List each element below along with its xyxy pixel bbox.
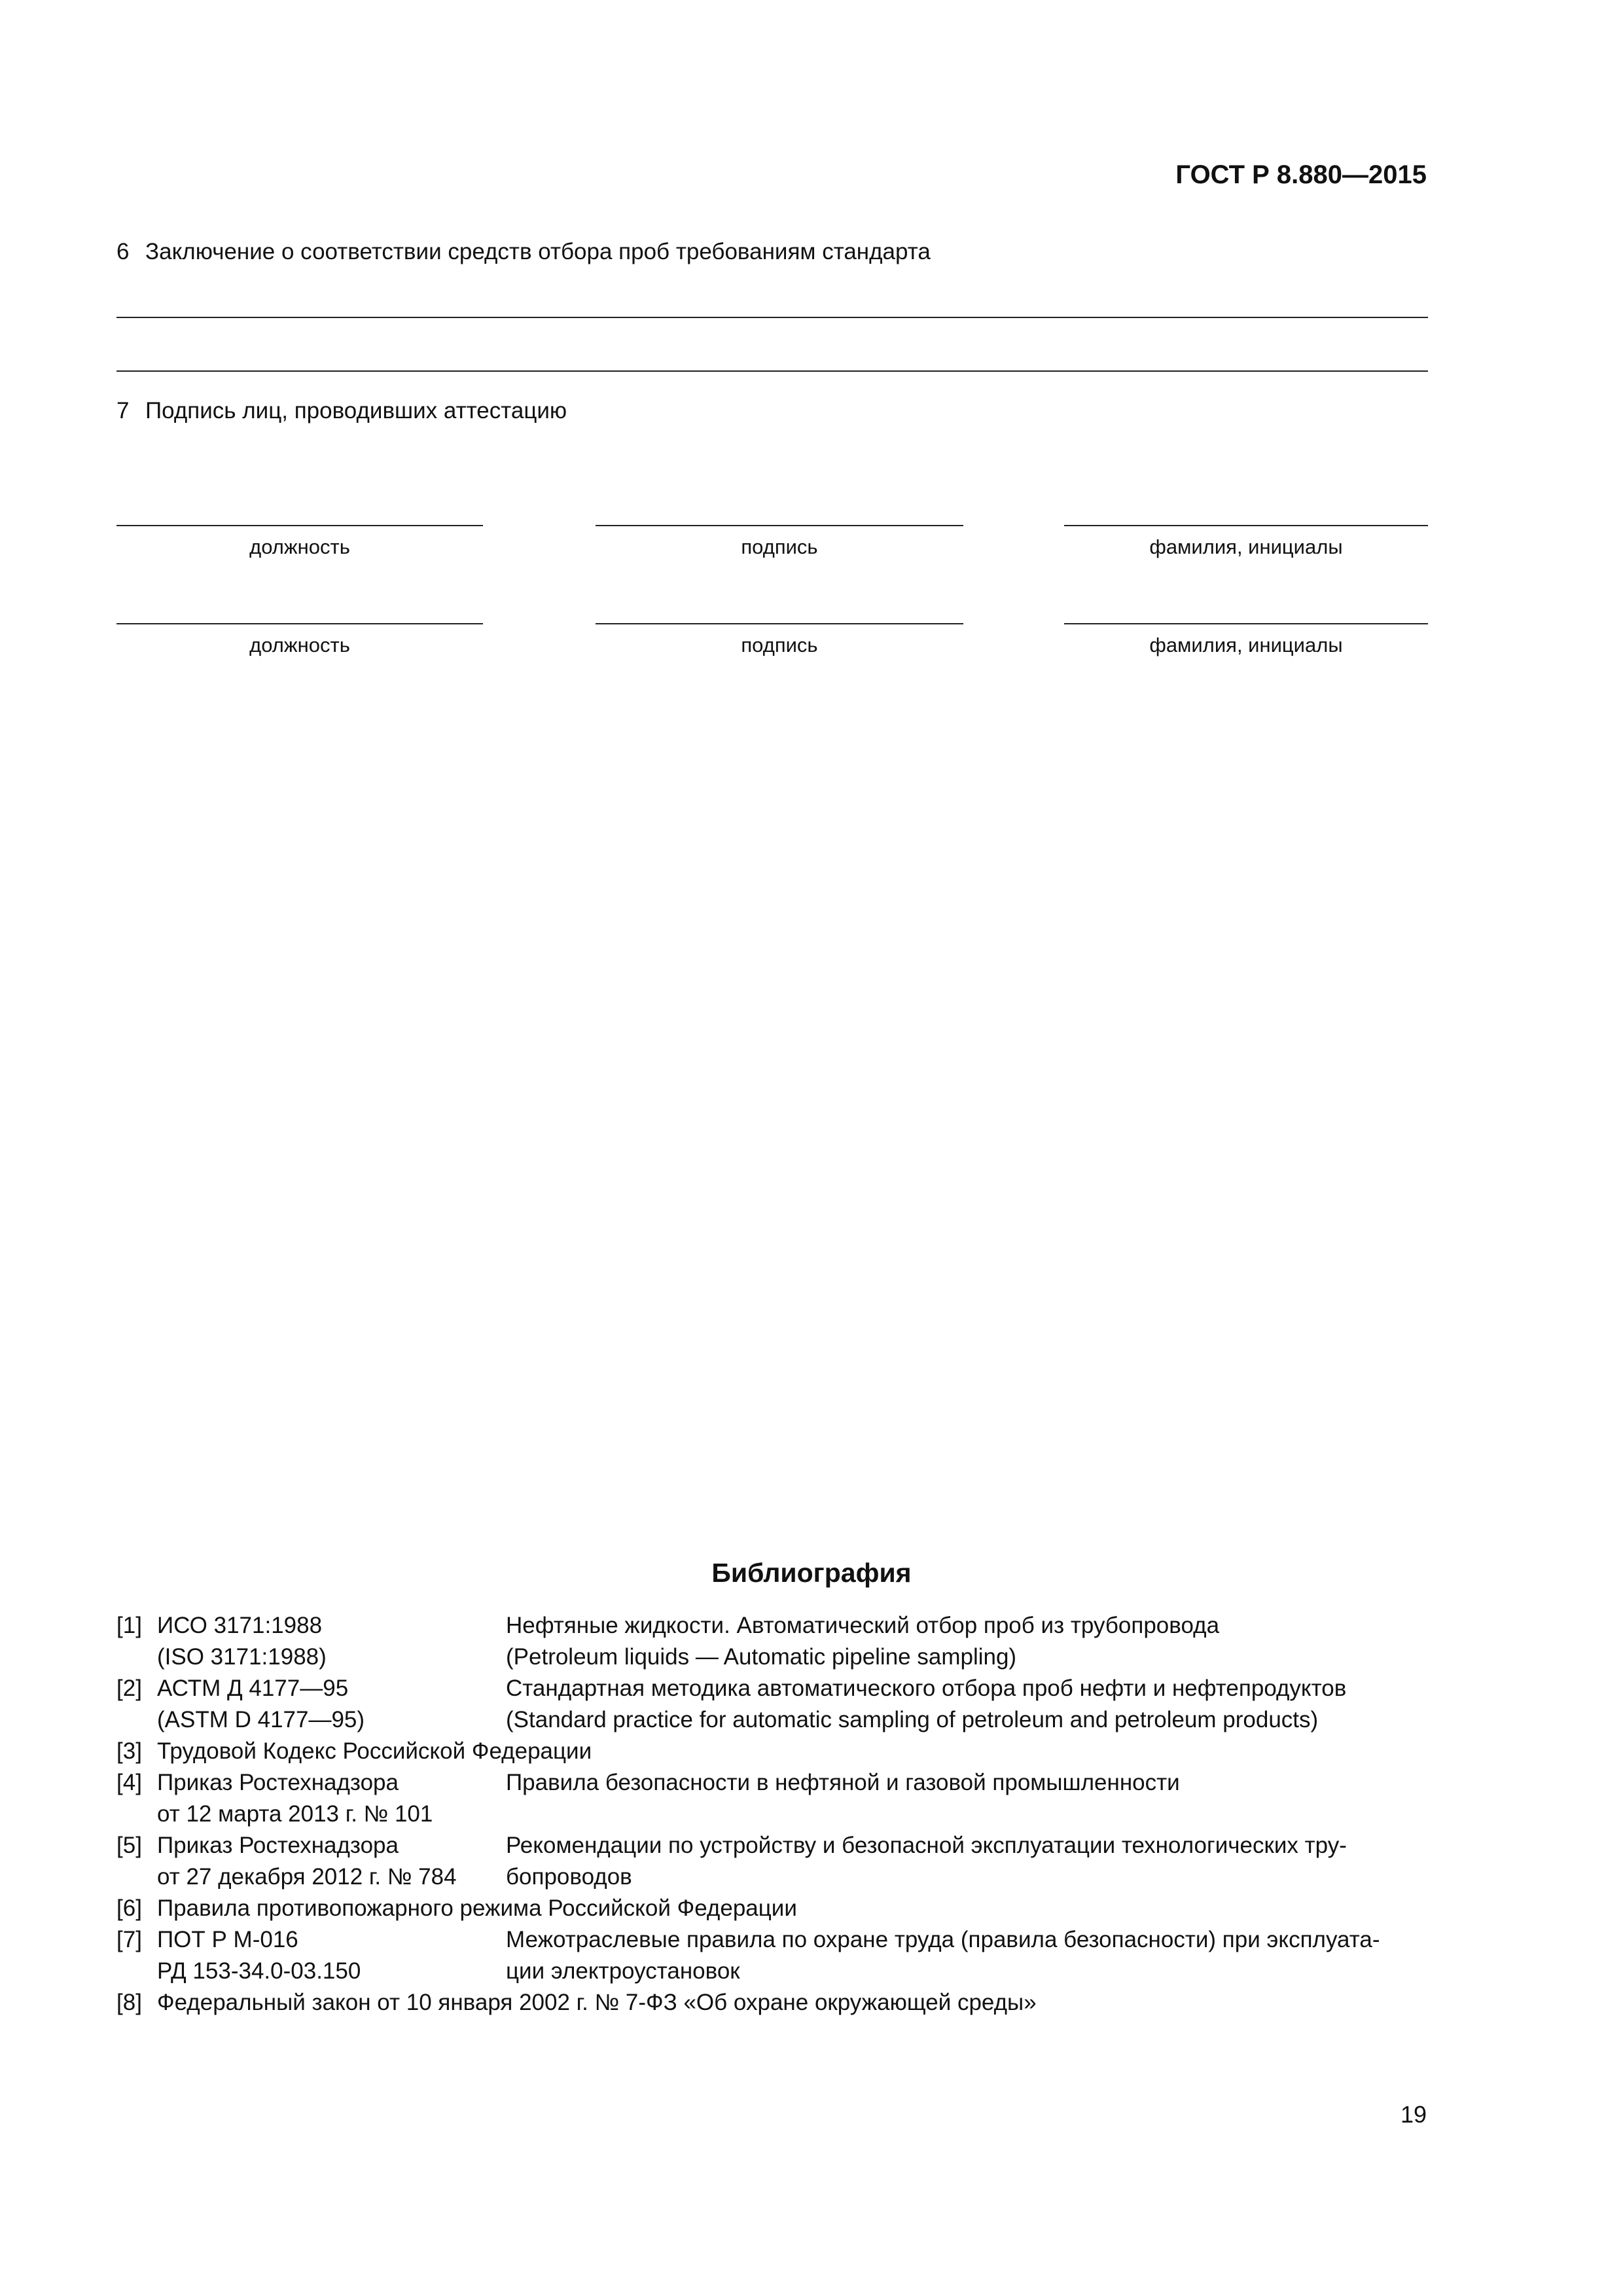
bibliography-item-6 — [116, 1893, 1433, 1924]
bibliography-item-1 — [116, 1610, 1433, 1673]
position-caption-2: должность — [249, 634, 350, 656]
bib-item-code: ИСО 3171:1988 (ISO 3171:1988) — [157, 1613, 327, 1670]
bib-item-description: Стандартная методика автоматического отбора проб нефти и нефтепродуктов (Standard practice for automatic sampling of petroleum and petroleum products) — [506, 1676, 1347, 1732]
name-line-2 — [1064, 623, 1428, 624]
signature-caption-2: подпись — [741, 634, 818, 656]
bib-item-number: [3] — [116, 1738, 142, 1764]
bib-item-description: Межотраслевые правила по охране труда (правила безопасности) при эксплуата- ции электроустановок — [506, 1927, 1380, 1984]
section-6-text: Заключение о соответствии средств отбора проб требованиям стандарта — [145, 239, 931, 264]
bibliography-item-8 — [116, 1987, 1433, 2018]
bib-item-number: [2] — [116, 1676, 142, 1701]
bib-item-description: Правила безопасности в нефтяной и газовой промышленности — [506, 1770, 1180, 1795]
bibliography-item-3 — [116, 1736, 1433, 1767]
position-line-1 — [116, 525, 483, 526]
bibliography-item-4 — [116, 1767, 1433, 1830]
bibliography-item-2 — [116, 1673, 1433, 1736]
section-6-number: 6 — [116, 239, 130, 264]
signature-line-2 — [596, 623, 963, 624]
bib-item-number: [5] — [116, 1833, 142, 1858]
position-line-2 — [116, 623, 483, 624]
bib-item-number: [8] — [116, 1990, 142, 2015]
bib-item-title: Трудовой Кодекс Российской Федерации — [157, 1738, 592, 1764]
section-7-text: Подпись лиц, проводивших аттестацию — [145, 398, 567, 423]
bib-item-number: [4] — [116, 1770, 142, 1795]
bibliography-item-7 — [116, 1924, 1433, 1987]
bib-item-code: Приказ Ростехнадзора от 12 марта 2013 г. № 101 — [157, 1770, 433, 1827]
bibliography-item-5 — [116, 1830, 1433, 1893]
bib-item-code: ПОТ Р М-016 РД 153-34.0-03.150 — [157, 1927, 361, 1984]
bib-item-number: [6] — [116, 1895, 142, 1921]
name-caption-1: фамилия, инициалы — [1149, 535, 1343, 558]
bib-item-title: Федеральный закон от 10 января 2002 г. № 7-ФЗ «Об охране окружающей среды» — [157, 1990, 1037, 2015]
section-6 — [116, 239, 931, 265]
section-7 — [116, 398, 567, 424]
name-line-1 — [1064, 525, 1428, 526]
bib-item-description: Рекомендации по устройству и безопасной эксплуатации технологических тру- бопроводов — [506, 1833, 1347, 1890]
conclusion-line-2 — [116, 370, 1428, 372]
bib-item-description: Нефтяные жидкости. Автоматический отбор проб из трубопровода (Petroleum liquids — Automatic pipeline sampling) — [506, 1613, 1220, 1670]
bib-item-code: Приказ Ростехнадзора от 27 декабря 2012 г. № 784 — [157, 1833, 457, 1890]
bib-item-number: [7] — [116, 1927, 142, 1952]
conclusion-line-1 — [116, 317, 1428, 318]
page-number: 19 — [1400, 2101, 1427, 2128]
bib-item-code: АСТМ Д 4177—95 (ASTM D 4177—95) — [157, 1676, 365, 1732]
bibliography-title: Библиография — [711, 1558, 912, 1588]
position-caption-1: должность — [249, 535, 350, 558]
signature-line-1 — [596, 525, 963, 526]
document-code: ГОСТ Р 8.880—2015 — [1175, 160, 1427, 189]
section-7-number: 7 — [116, 398, 130, 423]
bib-item-number: [1] — [116, 1613, 142, 1638]
bib-item-title: Правила противопожарного режима Российской Федерации — [157, 1895, 797, 1921]
name-caption-2: фамилия, инициалы — [1149, 634, 1343, 656]
signature-caption-1: подпись — [741, 535, 818, 558]
